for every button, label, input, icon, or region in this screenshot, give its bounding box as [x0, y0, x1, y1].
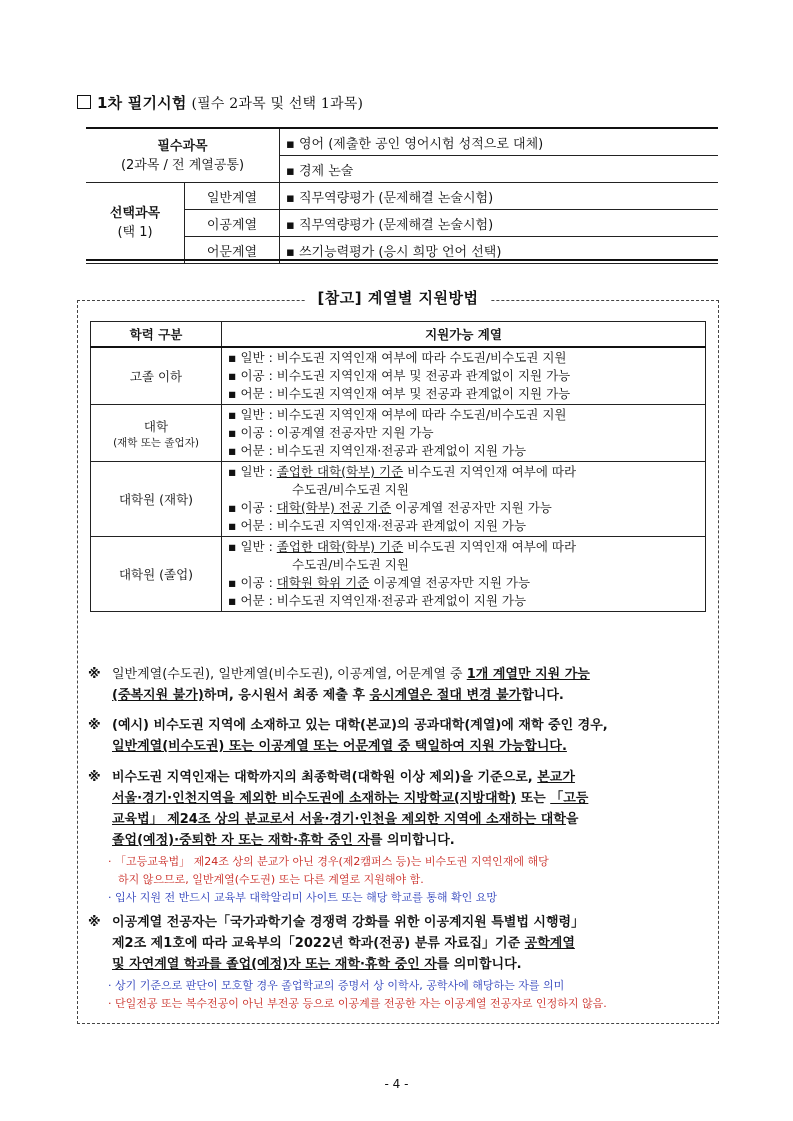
required-cell — [86, 128, 280, 183]
row-line: ▪ 어문 : 비수도권 지역인재·전공과 관계없이 지원 가능 — [228, 593, 527, 608]
row-line: ▪ 어문 : 비수도권 지역인재·전공과 관계없이 지원 가능 — [228, 518, 527, 533]
reference-title: [참고] 계열별 지원방법 — [78, 287, 718, 308]
row-line: ▪ 어문 : 비수도권 지역인재 여부 및 전공과 관계없이 지원 가능 — [228, 386, 571, 401]
section-title-paren: (필수 2과목 및 선택 1과목) — [191, 96, 364, 112]
elective-desc-3: ▪ 쓰기능력평가 (응시 희망 언어 선택) — [280, 237, 719, 264]
note-2: ※ (예시) 비수도권 지역에 소재하고 있는 대학(본교)의 공과대학(계열)에 재학 중인 경우, 일반계열(비수도권) 또는 이공계열 또는 어문계열 중 택일하여 지원 가능합니다. — [88, 715, 714, 757]
required-item-1: ▪ 영어 (제출한 공인 영어시험 성적으로 대체) — [280, 128, 719, 156]
page-number: - 4 - — [384, 1077, 409, 1091]
row-line: 수도권/비수도권 지원 — [292, 557, 409, 572]
row-line: ▪ 이공 : 대학원 학위 기준 이공계열 전공자만 지원 가능 — [228, 575, 531, 590]
note-mark: ※ — [88, 718, 101, 733]
elective-cell — [86, 183, 185, 264]
exam-subjects-table — [86, 127, 718, 264]
elective-track-3: 어문계열 — [185, 237, 280, 264]
col-header-education: 학력 구분 — [91, 322, 222, 348]
row-line: ▪ 일반 : 졸업한 대학(학부) 기준 비수도권 지역인재 여부에 따라 — [228, 539, 577, 554]
note-1: ※ 일반계열(수도권), 일반계열(비수도권), 이공계열, 어문계열 중 1개 계열만 지원 가능 (중복지원 불가)하며, 응시원서 최종 제출 후 응시계열은 절대 변경 불가합니다. — [88, 664, 714, 706]
note-mark: ※ — [88, 770, 101, 785]
table-row — [91, 347, 706, 405]
row-label: 대학 (재학 또는 졸업자) — [91, 405, 222, 462]
elective-desc-1: ▪ 직무역량평가 (문제해결 논술시험) — [280, 183, 719, 210]
row-label: 대학원 (졸업) — [91, 537, 222, 612]
row-line: ▪ 이공 : 비수도권 지역인재 여부 및 전공과 관계없이 지원 가능 — [228, 368, 571, 383]
note-3: ※ 비수도권 지역인재는 대학까지의 최종학력(대학원 이상 제외)을 기준으로, 본교가 서울·경기·인천지역을 제외한 비수도권에 소재하는 지방학교(지방대학) 또는 「고등 교육법」 제24조 상의 분교로서 서울·경기·인천을 제외한 지역에 소재하는 대학을 졸업(예정)·중퇴한 자 또는 재학·휴학 중인 자를 의미합니다. · 「고등교육법」 제24조 상의 분교가 아닌 경우(제2캠퍼스 등)는 비수도권 지역인재에 해당 하지 않으므로, 일반계열(수도권) 또는 다른 계열로 지원해야 함. · 입사 지원 전 반드시 교육부 대학알리미 사이트 또는 해당 학교를 통해 확인 요망 — [88, 767, 714, 907]
row-line: 수도권/비수도권 지원 — [292, 482, 409, 497]
row-label: 고졸 이하 — [91, 347, 222, 405]
col-header-tracks: 지원가능 계열 — [222, 322, 706, 348]
section-title — [77, 92, 363, 113]
row-label: 대학원 (재학) — [91, 462, 222, 537]
note-3-red-2: 하지 않으므로, 일반계열(수도권) 또는 다른 계열로 지원해야 함. — [118, 873, 424, 886]
row-line: ▪ 이공 : 대학(학부) 전공 기준 이공계열 전공자만 지원 가능 — [228, 500, 552, 515]
row-line: ▪ 이공 : 이공계열 전공자만 지원 가능 — [228, 425, 434, 440]
required-label: 필수과목 — [157, 138, 208, 154]
required-sub: (2과목 / 전 계열공통) — [120, 157, 245, 173]
table-row — [91, 537, 706, 612]
row-line: ▪ 일반 : 비수도권 지역인재 여부에 따라 수도권/비수도권 지원 — [228, 350, 567, 365]
note-4: ※ 이공계열 전공자는「국가과학기술 경쟁력 강화를 위한 이공계지원 특별법 시행령」 제2조 제1호에 따라 교육부의「2022년 학과(전공) 분류 자료집」기준 공학계열 및 자연계열 학과를 졸업(예정)자 또는 재학·휴학 중인 자를 의미합니다. · 상기 기준으로 판단이 모호할 경우 졸업학교의 증명서 상 이학사, 공학사에 해당하는 자를 의미 · 단일전공 또는 복수전공이 아닌 부전공 등으로 이공계를 전공한 자는 이공계열 전공자로 인정하지 않음. — [88, 912, 714, 1013]
table-row — [91, 405, 706, 462]
row-line: ▪ 일반 : 졸업한 대학(학부) 기준 비수도권 지역인재 여부에 따라 — [228, 464, 577, 479]
row-line: ▪ 일반 : 비수도권 지역인재 여부에 따라 수도권/비수도권 지원 — [228, 407, 567, 422]
note-4-red-1: · 단일전공 또는 복수전공이 아닌 부전공 등으로 이공계를 전공한 자는 이공계열 전공자로 인정하지 않음. — [108, 997, 607, 1010]
note-mark: ※ — [88, 915, 101, 930]
note-4-blue-1: · 상기 기준으로 판단이 모호할 경우 졸업학교의 증명서 상 이학사, 공학사에 해당하는 자를 의미 — [108, 979, 565, 992]
required-item-2: ▪ 경제 논술 — [280, 156, 719, 183]
table-row — [91, 462, 706, 537]
row-line: ▪ 어문 : 비수도권 지역인재·전공과 관계없이 지원 가능 — [228, 443, 527, 458]
note-mark: ※ — [88, 667, 101, 682]
section-title-text: 1차 필기시험 — [97, 94, 187, 112]
note-3-red-1: · 「고등교육법」 제24조 상의 분교가 아닌 경우(제2캠퍼스 등)는 비수도권 지역인재에 해당 — [108, 855, 549, 868]
checkbox-square-icon — [77, 95, 91, 109]
elective-track-1: 일반계열 — [185, 183, 280, 210]
elective-label: 선택과목 — [109, 206, 161, 221]
note-3-blue-1: · 입사 지원 전 반드시 교육부 대학알리미 사이트 또는 해당 학교를 통해 확인 요망 — [108, 891, 497, 904]
elective-track-2: 이공계열 — [185, 210, 280, 237]
track-guide-table — [90, 321, 706, 612]
elective-desc-2: ▪ 직무역량평가 (문제해결 논술시험) — [280, 210, 719, 237]
elective-sub: (택 1) — [117, 225, 153, 240]
